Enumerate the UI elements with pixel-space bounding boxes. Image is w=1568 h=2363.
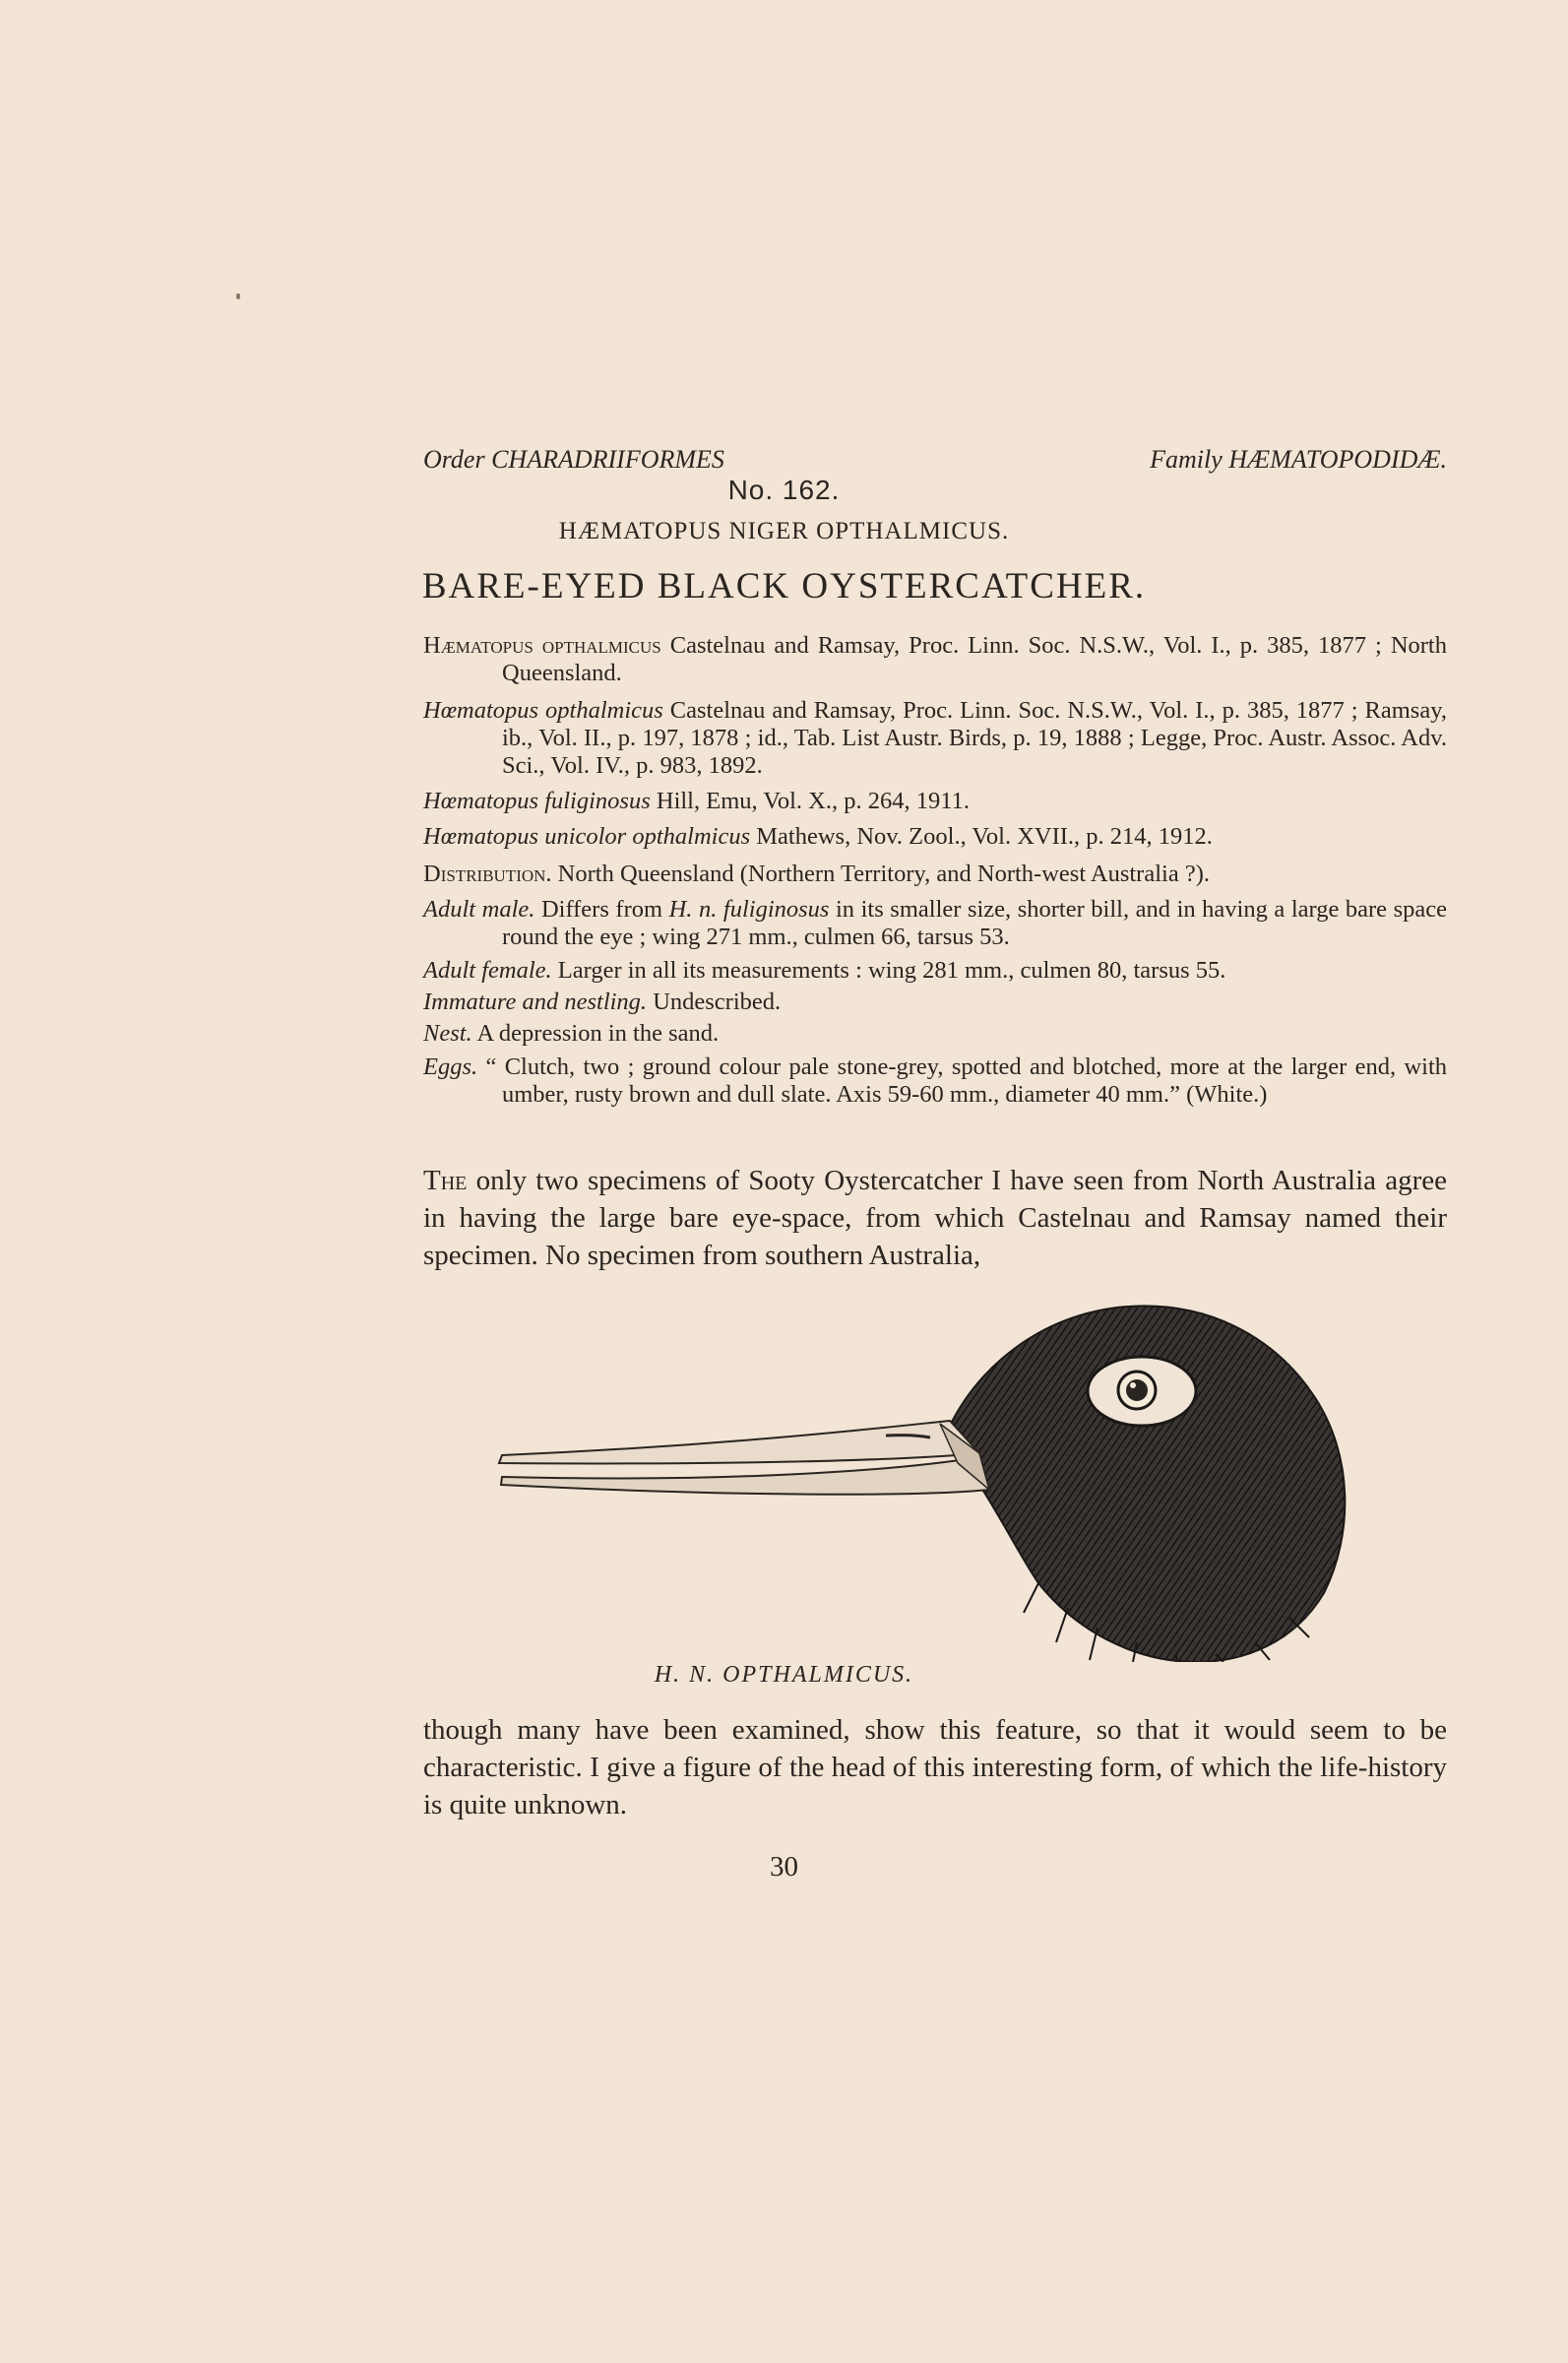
common-name: BARE-EYED BLACK OYSTERCATCHER. (421, 566, 1147, 607)
paper-speck (236, 293, 240, 299)
order-label: Order CHARADRIIFORMES (423, 445, 724, 474)
body-paragraph-2: though many have been examined, show this feature, so that it would seem to be characteristic. I give a figure of the head of this interesting form, of which the life-history is quite unknown. (423, 1714, 1447, 1820)
distribution-entry: Distribution. North Queensland (Northern Territory, and North-west Australia ?). (423, 861, 1210, 887)
figure-caption: H. N. OPTHALMICUS. (654, 1662, 914, 1688)
synonymy-list (423, 632, 1447, 1109)
synonym-entry: Hœmatopus fuliginosus Hill, Emu, Vol. X., p. 264, 1911. (423, 788, 970, 814)
nest-entry: Nest. A depression in the sand. (423, 1020, 720, 1047)
scientific-name: HÆMATOPUS NIGER OPTHALMICUS. (558, 518, 1010, 544)
synonym-entry: Hœmatopus opthalmicus Castelnau and Ramsay, Proc. Linn. Soc. N.S.W., Vol. I., p. 385, 1877 ; Ramsay, ib., Vol. II., p. 197, 1878 ; id., Tab. List Austr. Birds, p. 19, 1888 ; Legge, Proc. Austr. Assoc. Adv. Sci., Vol. IV., p. 983, 1892. (423, 697, 1447, 779)
eggs-entry: Eggs. “ Clutch, two ; ground colour pale stone-grey, spotted and blotched, more at the larger end, with umber, rusty brown and dull slate. Axis 59-60 mm., diameter 40 mm.” (White.) (423, 1054, 1447, 1108)
synonym-entry: Hæmatopus opthalmicus Castelnau and Ramsay, Proc. Linn. Soc. N.S.W., Vol. I., p. 385, 1877 ; North Queensland. (423, 632, 1447, 686)
synonym-entry: Hœmatopus unicolor opthalmicus Mathews, Nov. Zool., Vol. XVII., p. 214, 1912. (423, 823, 1213, 850)
page-number: 30 (770, 1851, 798, 1883)
adult-female-entry: Adult female. Larger in all its measurements : wing 281 mm., culmen 80, tarsus 55. (423, 957, 1226, 984)
adult-male-entry: Adult male. Differs from H. n. fuliginosus in its smaller size, shorter bill, and in having a large bare space round the eye ; wing 271 mm., culmen 66, tarsus 53. (423, 896, 1447, 950)
bill-upper (499, 1421, 979, 1463)
species-number: No. 162. (727, 475, 841, 505)
family-label: Family HÆMATOPODIDÆ. (1150, 445, 1447, 474)
oystercatcher-head-illustration (487, 1288, 1432, 1662)
immature-entry: Immature and nestling. Undescribed. (423, 989, 782, 1015)
body-paragraph-1: The only two specimens of Sooty Oystercatcher I have seen from North Australia agree in having the large bare eye-space, from which Castelnau and Ramsay named their specimen. No specimen from southern Australia, (423, 1165, 1447, 1271)
